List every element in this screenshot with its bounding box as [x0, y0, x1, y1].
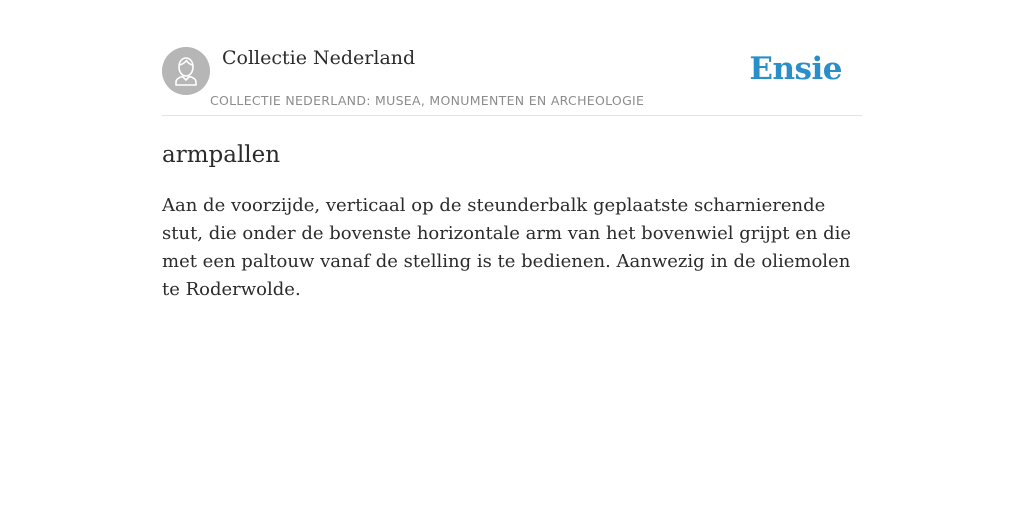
- user-avatar-icon[interactable]: [162, 47, 210, 95]
- entry-header: [162, 40, 862, 116]
- entry-term: armpallen: [162, 142, 281, 168]
- author-subtitle: COLLECTIE NEDERLAND: MUSEA, MONUMENTEN EN ARCHEOLOGIE: [210, 93, 645, 108]
- ensie-logo[interactable]: Ensie: [749, 51, 842, 87]
- author-name[interactable]: Collectie Nederland: [222, 47, 416, 69]
- entry-definition: Aan de voorzijde, verticaal op de steunderbalk geplaatste scharnierende stut, die onder de bovenste horizontale arm van het bovenwiel grijpt en die met een paltouw vanaf de stelling is te bedienen. Aanwezig in de oliemolen te Roderwolde.: [162, 195, 852, 300]
- entry-card: [162, 40, 862, 304]
